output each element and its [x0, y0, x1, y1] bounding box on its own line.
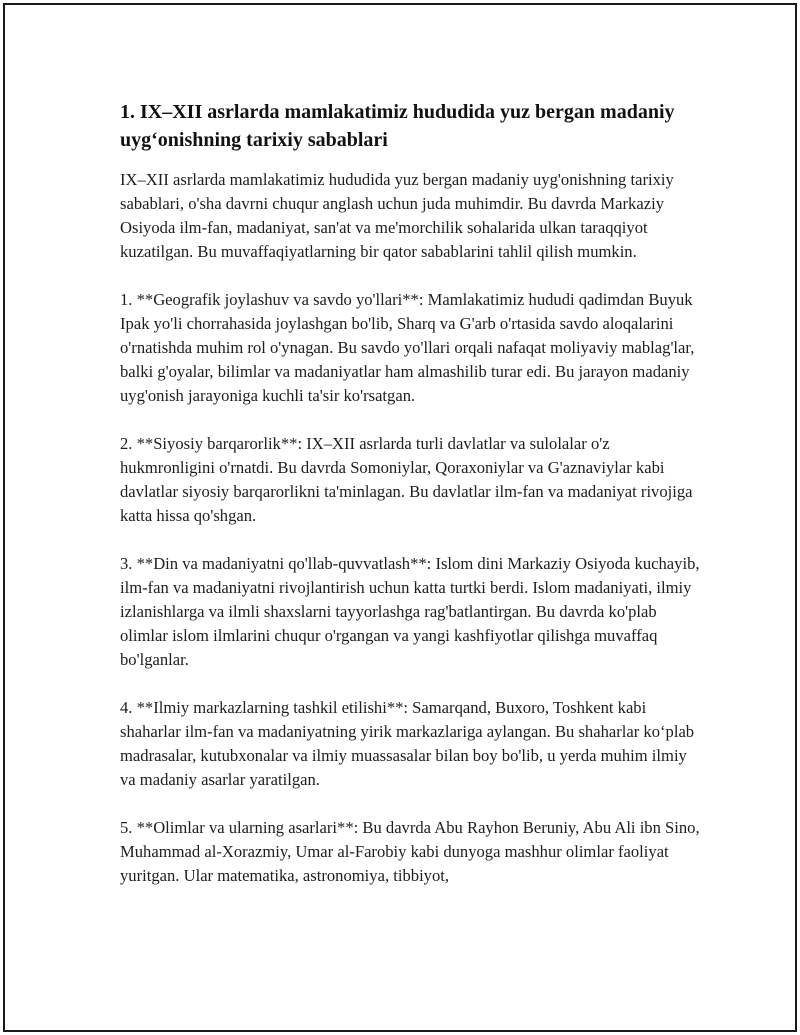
intro-paragraph: IX–XII asrlarda mamlakatimiz hududida yuz bergan madaniy uyg'onishning tarixiy sabablari, o'sha davrni chuqur anglash uchun juda muhimdir. Bu davrda Markaziy Osiyoda ilm-fan, madaniyat, san'at va me'morchilik sohalarida ulkan taraqqiyot kuzatilgan. Bu muvaffaqiyatlarning bir qator sabablarini tahlil qilish mumkin.	[120, 170, 674, 261]
paragraph-geography-trade: 1. **Geografik joylashuv va savdo yo'llari**: Mamlakatimiz hududi qadimdan Buyuk Ipak yo'li chorrahasida joylashgan bo'lib, Sharq va G'arb o'rtasida savdo aloqalarini o'rnatishda muhim rol o'ynagan. Bu savdo yo'llari orqali nafaqat moliyaviy mablag'lar, balki g'oyalar, bilimlar va madaniyatlar ham almashilib turar edi. Bu jarayon madaniy uyg'onish jarayoniga kuchli ta'sir ko'rsatgan.	[120, 290, 695, 405]
paragraph-scientific-centers: 4. **Ilmiy markazlarning tashkil etilishi**: Samarqand, Buxoro, Toshkent kabi shaharlar ilm-fan va madaniyatning yirik markazlariga aylangan. Bu shaharlar ko‘plab madrasalar, kutubxonalar va ilmiy muassasalar bilan boy bo'lib, u yerda muhim ilmiy va madaniy asarlar yaratilgan.	[120, 698, 695, 789]
paragraph-religion-culture: 3. **Din va madaniyatni qo'llab-quvvatlash**: Islom dini Markaziy Osiyoda kuchayib, ilm-fan va madaniyatni rivojlantirish uchun katta turtki berdi. Islom madaniyati, ilmiy izlanishlarga va ilmli shaxslarni tayyorlashga rag'batlantirgan. Bu davrda ko'plab olimlar islom ilmlarini chuqur o'rgangan va yangi kashfiyotlar qilishga muvaffaq bo'lganlar.	[120, 554, 700, 669]
page-frame	[3, 3, 797, 1032]
document-title: 1. IX–XII asrlarda mamlakatimiz hududida yuz bergan madaniy uyg‘onishning tarixiy sabablari	[120, 101, 675, 151]
paragraph-political-stability: 2. **Siyosiy barqarorlik**: IX–XII asrlarda turli davlatlar va sulolalar o'z hukmronligini o'rnatdi. Bu davrda Somoniylar, Qoraxoniylar va G'aznaviylar kabi davlatlar siyosiy barqarorlikni ta'minlagan. Bu davlatlar ilm-fan va madaniyat rivojiga katta hissa qo'shgan.	[120, 434, 693, 525]
document-body	[120, 98, 700, 912]
paragraph-scholars-works: 5. **Olimlar va ularning asarlari**: Bu davrda Abu Rayhon Beruniy, Abu Ali ibn Sino, Muhammad al-Xorazmiy, Umar al-Farobiy kabi dunyoga mashhur olimlar faoliyat yuritgan. Ular matematika, astronomiya, tibbiyot,	[120, 818, 700, 885]
